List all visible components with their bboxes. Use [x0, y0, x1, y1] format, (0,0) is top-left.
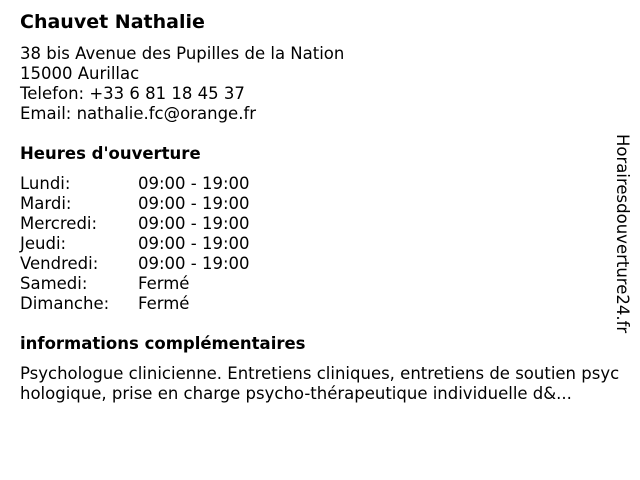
- hours-row-wednesday: [20, 214, 300, 234]
- opening-hours-heading: Heures d'ouverture: [20, 144, 201, 163]
- time-value: 09:00 - 19:00: [138, 234, 250, 253]
- hours-row-saturday: [20, 274, 300, 294]
- time-value: Fermé: [138, 274, 190, 293]
- day-label: Dimanche:: [20, 294, 110, 313]
- business-name: Chauvet Nathalie: [20, 11, 205, 33]
- hours-row-friday: [20, 254, 300, 274]
- time-value: 09:00 - 19:00: [138, 174, 250, 193]
- contact-block: [20, 44, 344, 124]
- address-street: 38 bis Avenue des Pupilles de la Nation: [20, 44, 345, 63]
- additional-info-heading: informations complémentaires: [20, 334, 306, 353]
- phone-number: Telefon: +33 6 81 18 45 37: [20, 84, 245, 103]
- hours-row-thursday: [20, 234, 300, 254]
- hours-row-monday: [20, 174, 300, 194]
- day-label: Jeudi:: [20, 234, 67, 253]
- time-value: 09:00 - 19:00: [138, 254, 250, 273]
- email-address: Email: nathalie.fc@orange.fr: [20, 104, 257, 123]
- time-value: 09:00 - 19:00: [138, 214, 250, 233]
- address-city: 15000 Aurillac: [20, 64, 140, 83]
- time-value: Fermé: [138, 294, 190, 313]
- day-label: Mardi:: [20, 194, 72, 213]
- site-watermark: Horairesdouverture24.fr: [613, 134, 632, 334]
- opening-hours-table: [20, 174, 300, 314]
- day-label: Samedi:: [20, 274, 88, 293]
- hours-row-sunday: [20, 294, 300, 314]
- time-value: 09:00 - 19:00: [138, 194, 250, 213]
- day-label: Vendredi:: [20, 254, 99, 273]
- day-label: Mercredi:: [20, 214, 98, 233]
- hours-row-tuesday: [20, 194, 300, 214]
- day-label: Lundi:: [20, 174, 71, 193]
- additional-info-text: Psychologue clinicienne. Entretiens cliniques, entretiens de soutien psychologique, prise en charge psycho-thérapeutique individuelle d&...: [20, 364, 620, 403]
